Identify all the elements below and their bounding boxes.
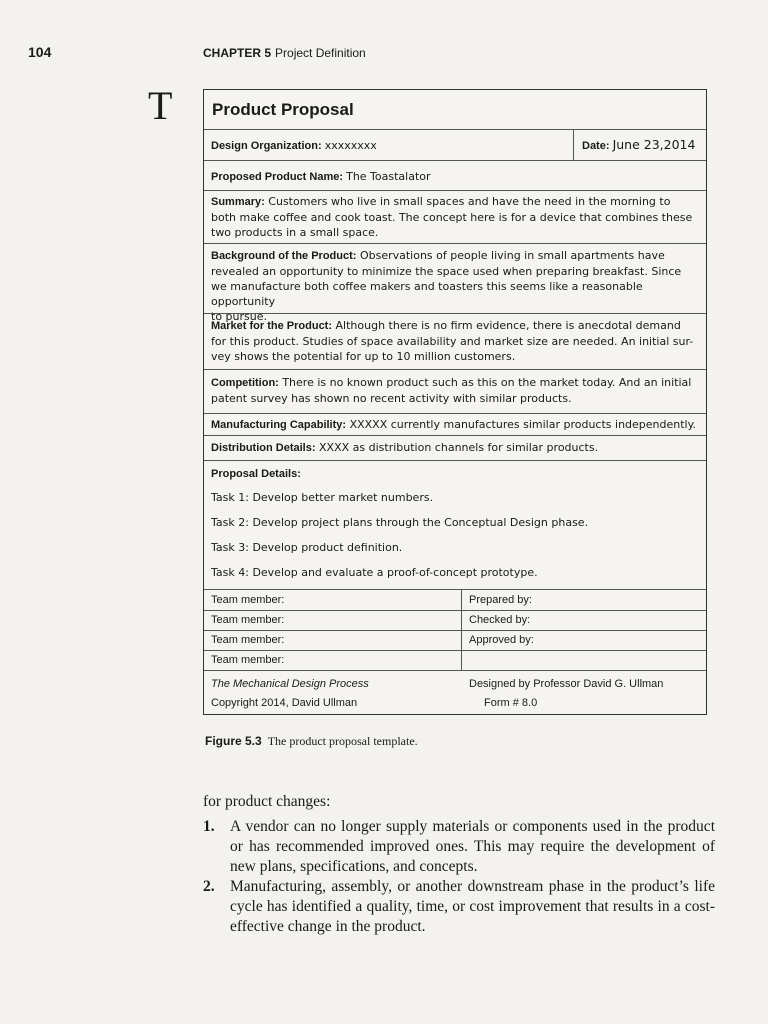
- product-name-cell: [204, 169, 438, 184]
- manufacturing-text: [204, 417, 703, 433]
- list-item: [203, 877, 715, 937]
- proposal-details-label: Proposal Details:: [211, 468, 301, 480]
- figure-caption-text: The product proposal template.: [267, 734, 418, 748]
- form-title: Product Proposal: [212, 100, 354, 119]
- task-1: Task 1: Develop better market numbers.: [211, 491, 434, 504]
- summary-line: Customers who live in small spaces and have the need in the morning to: [268, 195, 671, 208]
- task-2: Task 2: Develop project plans through the Conceptual Design phase.: [211, 516, 589, 529]
- footer-designer: Designed by Professor David G. Ullman: [469, 678, 664, 690]
- design-org-value: xxxxxxxx: [324, 139, 377, 152]
- manufacturing-value: XXXXX currently manufactures similar products independently.: [349, 418, 697, 431]
- competition-text: [204, 375, 698, 406]
- competition-label: Competition:: [211, 377, 279, 389]
- team-grid: [204, 589, 706, 670]
- background-line: Observations of people living in small apartments have: [359, 249, 665, 262]
- chapter-header: [203, 46, 366, 60]
- date-value: June 23,2014: [612, 137, 696, 152]
- team-member-2: Team member:: [211, 614, 285, 626]
- task-3: Task 3: Develop product definition.: [211, 541, 403, 554]
- summary-text: [204, 194, 699, 240]
- summary-line: both make coffee and cook toast. The concept here is for a device that combines these: [211, 211, 693, 224]
- product-proposal-form: [203, 89, 707, 715]
- chapter-label: CHAPTER 5: [203, 46, 272, 60]
- background-label: Background of the Product:: [211, 250, 357, 262]
- team-member-4: Team member:: [211, 654, 285, 666]
- date-label: Date:: [582, 140, 610, 152]
- distribution-text: [204, 440, 605, 456]
- form-title-cell: [204, 90, 706, 129]
- competition-line: patent survey has shown no recent activity with similar products.: [211, 392, 572, 405]
- background-row: [204, 243, 706, 323]
- market-row: [204, 313, 706, 369]
- body-intro: for product changes:: [203, 793, 331, 810]
- distribution-row: [204, 435, 706, 460]
- distribution-label: Distribution Details:: [211, 442, 316, 454]
- design-org-cell: [204, 138, 384, 153]
- approved-by: Approved by:: [469, 634, 534, 646]
- footer-book-title: The Mechanical Design Process: [211, 678, 369, 690]
- drop-cap-letter: T: [148, 83, 173, 128]
- team-grid-line: [204, 630, 706, 631]
- market-text: [204, 318, 700, 364]
- design-org-row: [204, 129, 706, 160]
- figure-label: Figure 5.3: [205, 734, 262, 748]
- background-line: to pursue.: [211, 310, 267, 323]
- market-line: Although there is no firm evidence, there is anecdotal demand: [335, 319, 681, 332]
- product-name-row: [204, 160, 706, 190]
- footer-form-number: Form # 8.0: [484, 697, 538, 709]
- list-number: 2.: [203, 878, 215, 895]
- list-number: 1.: [203, 818, 215, 835]
- competition-line: There is no known product such as this on the market today. And an initial: [282, 376, 692, 389]
- design-org-label: Design Organization:: [211, 140, 322, 152]
- proposal-details-row: [204, 460, 706, 586]
- list-item: [203, 817, 715, 877]
- background-line: revealed an opportunity to minimize the space used when preparing breakfast. Since: [211, 265, 682, 278]
- product-name-label: Proposed Product Name:: [211, 171, 344, 183]
- team-grid-line: [204, 610, 706, 611]
- background-line: we manufacture both coffee makers and toasters this seems like a reasonable opportunity: [211, 280, 643, 308]
- team-member-1: Team member:: [211, 594, 285, 606]
- distribution-value: XXXX as distribution channels for similar products.: [319, 441, 599, 454]
- market-line: vey shows the potential for up to 10 million customers.: [211, 350, 516, 363]
- task-4: Task 4: Develop and evaluate a proof-of-concept prototype.: [211, 566, 538, 579]
- competition-row: [204, 369, 706, 413]
- manufacturing-label: Manufacturing Capability:: [211, 419, 347, 431]
- product-name-value: The Toastalator: [346, 170, 431, 183]
- chapter-title: Project Definition: [275, 46, 366, 60]
- form-footer: [204, 670, 706, 714]
- date-divider: [573, 130, 574, 161]
- market-line: for this product. Studies of space availability and market size are needed. An initial sur-: [211, 335, 694, 348]
- list-item-text: Manufacturing, assembly, or another downstream phase in the product’s life cycle has identified a quality, time, or cost improvement that results in a cost-effective change in the product.: [230, 878, 715, 935]
- figure-caption: [205, 734, 418, 749]
- summary-label: Summary:: [211, 196, 265, 208]
- list-item-text: A vendor can no longer supply materials or components used in the product or has recommended improved ones. This may require the development of new plans, specifications, and concepts.: [230, 818, 715, 875]
- market-label: Market for the Product:: [211, 320, 333, 332]
- summary-line: two products in a small space.: [211, 226, 379, 239]
- date-cell: [575, 137, 702, 153]
- page-number: 104: [28, 44, 52, 60]
- summary-row: [204, 190, 706, 243]
- team-grid-line: [204, 650, 706, 651]
- checked-by: Checked by:: [469, 614, 531, 626]
- team-member-3: Team member:: [211, 634, 285, 646]
- footer-copyright: Copyright 2014, David Ullman: [211, 697, 358, 709]
- manufacturing-row: [204, 413, 706, 435]
- prepared-by: Prepared by:: [469, 594, 532, 606]
